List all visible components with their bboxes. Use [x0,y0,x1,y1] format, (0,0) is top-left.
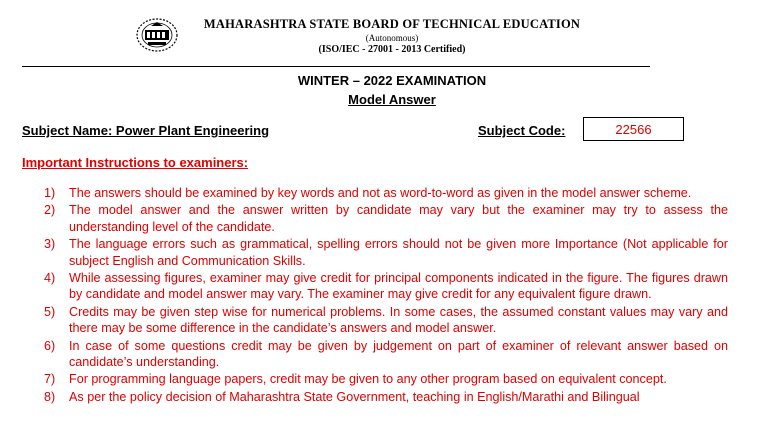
instruction-item [44,202,728,235]
instruction-number: 1) [44,186,56,200]
msbte-logo-icon [134,16,180,54]
instruction-number: 5) [44,304,56,319]
certification-label: (ISO/IEC - 27001 - 2013 Certified) [318,44,466,55]
subject-code-value: 22566 [615,121,652,137]
autonomous-label: (Autonomous) [365,33,419,43]
instruction-number: 2) [44,203,56,218]
header-divider [22,66,650,67]
instruction-number: 4) [44,271,56,286]
instruction-item [44,389,728,405]
subject-code-label: Subject Code: [478,123,566,138]
instruction-number: 6) [44,338,56,353]
instruction-text: For programming language papers, credit may be given to any other program based on equivalent concept. [69,372,667,387]
instruction-text: As per the policy decision of Maharashtra State Government, teaching in English/Marathi and Bilingual [69,389,640,404]
instruction-number: 8) [44,389,56,404]
instruction-item [44,371,728,387]
instruction-text: In case of some questions credit may be given by judgement on part of examiner of relevant answer based on candidate’s understanding. [69,338,728,370]
instruction-item [44,236,728,269]
instruction-number: 7) [44,372,56,387]
subject-code-box [583,117,684,141]
instruction-text: Credits may be given step wise for numerical problems. In some cases, the assumed constant values may vary and there may be some difference in the candidate’s answers and model answer. [69,304,728,336]
exam-title: WINTER – 2022 EXAMINATION [297,73,487,88]
instruction-number: 3) [44,237,56,252]
model-answer-title: Model Answer [348,92,436,107]
instruction-text: The language errors such as grammatical, spelling errors should not be given more Importance (Not applicable for subject English and Communication Skills. [69,237,728,268]
instructions-heading: Important Instructions to examiners: [22,155,249,170]
instruction-text: The answers should be examined by key words and not as word-to-word as given in the model answer scheme. [69,186,692,200]
instruction-item [44,185,728,201]
instruction-item [44,338,728,371]
instruction-text: While assessing figures, examiner may give credit for principal components indicated in the figure. The figures drawn by candidate and model answer may vary. The examiner may give credit for any equivalent figure drawn. [69,271,728,302]
board-name: MAHARASHTRA STATE BOARD OF TECHNICAL EDUCATION [203,17,581,31]
instruction-item [44,304,728,337]
instruction-item [44,270,728,303]
instructions-list [44,185,728,406]
instruction-text: The model answer and the answer written by candidate may vary but the examiner may try to assess the understanding level of the candidate. [69,203,728,234]
subject-name: Subject Name: Power Plant Engineering [22,123,270,138]
